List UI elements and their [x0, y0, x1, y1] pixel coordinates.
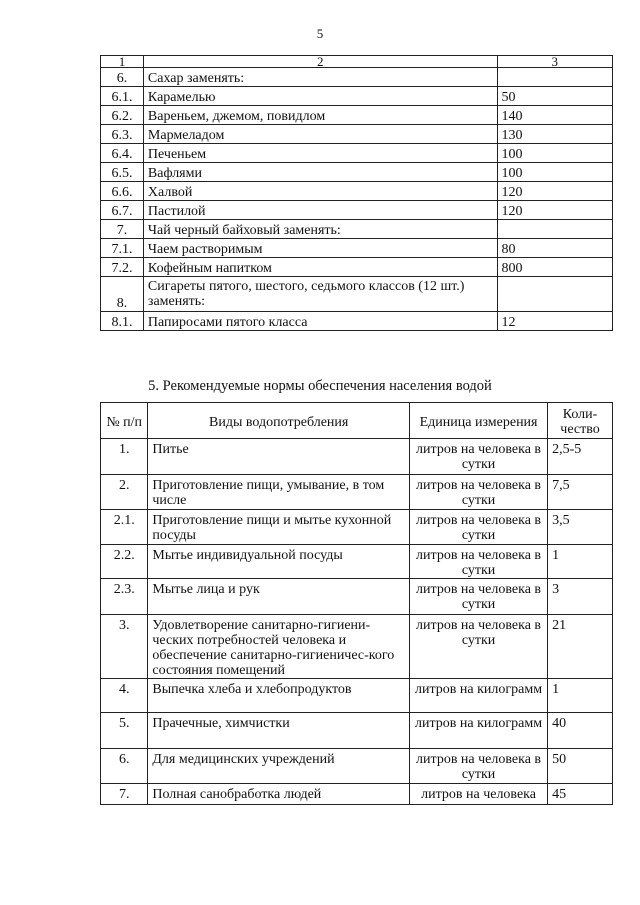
row-number: 6.5. — [101, 163, 144, 182]
row-quantity: 3 — [548, 579, 613, 615]
row-unit: литров на человека в сутки — [410, 439, 548, 475]
table-row — [101, 579, 613, 615]
row-value: 120 — [497, 182, 612, 201]
row-name: Пастилой — [143, 201, 497, 220]
page-number: 5 — [316, 26, 324, 41]
row-number: 2. — [101, 475, 148, 510]
table-row — [101, 439, 613, 475]
table-row — [101, 312, 613, 331]
row-number: 2.2. — [101, 545, 148, 579]
header-number: № п/п — [101, 403, 148, 439]
table-row — [101, 679, 613, 713]
row-value — [497, 68, 612, 87]
table-row — [101, 749, 613, 784]
row-value: 800 — [497, 258, 612, 277]
row-unit: литров на человека в сутки — [410, 749, 548, 784]
row-unit: литров на человека — [410, 784, 548, 805]
row-number: 7. — [101, 784, 148, 805]
row-number: 6.1. — [101, 87, 144, 106]
row-number: 6. — [101, 68, 144, 87]
row-unit: литров на человека в сутки — [410, 545, 548, 579]
table-row — [101, 201, 613, 220]
table-header-row — [101, 403, 613, 439]
row-quantity: 40 — [548, 713, 613, 749]
header-col-1: 1 — [101, 56, 144, 68]
row-name: Мармеладом — [143, 125, 497, 144]
water-norms-table — [100, 402, 613, 805]
row-number: 6.4. — [101, 144, 144, 163]
table-row — [101, 277, 613, 312]
row-name: Приготовление пищи и мытье кухонной посуды — [148, 510, 410, 545]
row-value: 80 — [497, 239, 612, 258]
header-name: Виды водопотребления — [148, 403, 410, 439]
row-name: Чай черный байховый заменять: — [143, 220, 497, 239]
row-number: 8. — [101, 277, 144, 312]
row-quantity: 3,5 — [548, 510, 613, 545]
table-row — [101, 163, 613, 182]
row-name: Карамелью — [143, 87, 497, 106]
row-name: Печеньем — [143, 144, 497, 163]
table-row — [101, 125, 613, 144]
row-number: 2.3. — [101, 579, 148, 615]
table-row — [101, 87, 613, 106]
table-row — [101, 784, 613, 805]
row-number: 7.2. — [101, 258, 144, 277]
row-number: 1. — [101, 439, 148, 475]
row-number: 5. — [101, 713, 148, 749]
header-col-3: 3 — [497, 56, 612, 68]
row-name: Выпечка хлеба и хлебопродуктов — [148, 679, 410, 713]
table-row — [101, 510, 613, 545]
table-row — [101, 258, 613, 277]
row-quantity: 50 — [548, 749, 613, 784]
row-unit: литров на человека в сутки — [410, 475, 548, 510]
row-value: 12 — [497, 312, 612, 331]
row-name: Вафлями — [143, 163, 497, 182]
row-number: 6.3. — [101, 125, 144, 144]
row-number: 2.1. — [101, 510, 148, 545]
table-row — [101, 182, 613, 201]
row-name: Удовлетворение санитарно-гигиени-ческих потребностей человека и обеспечение санитарно-гигиеничес-кого состояния помещений — [148, 615, 410, 679]
row-unit: литров на человека в сутки — [410, 510, 548, 545]
row-number: 6.7. — [101, 201, 144, 220]
header-col-2: 2 — [143, 56, 497, 68]
row-number: 8.1. — [101, 312, 144, 331]
table-row — [101, 106, 613, 125]
row-number: 6.2. — [101, 106, 144, 125]
table-row — [101, 545, 613, 579]
row-quantity: 1 — [548, 679, 613, 713]
section-title: 5. Рекомендуемые нормы обеспечения населения водой — [148, 378, 492, 394]
row-name: Сигареты пятого, шестого, седьмого классов (12 шт.) заменять: — [143, 277, 497, 312]
row-value: 140 — [497, 106, 612, 125]
table-row — [101, 615, 613, 679]
row-name: Мытье лица и рук — [148, 579, 410, 615]
row-quantity: 7,5 — [548, 475, 613, 510]
row-quantity: 1 — [548, 545, 613, 579]
row-name: Вареньем, джемом, повидлом — [143, 106, 497, 125]
table-row — [101, 713, 613, 749]
row-unit: литров на килограмм — [410, 713, 548, 749]
row-unit: литров на килограмм — [410, 679, 548, 713]
row-value — [497, 277, 612, 312]
row-name: Мытье индивидуальной посуды — [148, 545, 410, 579]
row-name: Питье — [148, 439, 410, 475]
row-number: 3. — [101, 615, 148, 679]
row-value: 130 — [497, 125, 612, 144]
row-name: Приготовление пищи, умывание, в том числе — [148, 475, 410, 510]
row-number: 7.1. — [101, 239, 144, 258]
row-name: Кофейным напитком — [143, 258, 497, 277]
header-quantity: Коли-чество — [548, 403, 613, 439]
row-value — [497, 220, 612, 239]
table-row — [101, 475, 613, 510]
row-quantity: 2,5-5 — [548, 439, 613, 475]
row-value: 100 — [497, 144, 612, 163]
row-name: Чаем растворимым — [143, 239, 497, 258]
table-row — [101, 68, 613, 87]
row-value: 100 — [497, 163, 612, 182]
row-number: 6. — [101, 749, 148, 784]
substitution-table — [100, 55, 613, 331]
row-number: 6.6. — [101, 182, 144, 201]
row-quantity: 21 — [548, 615, 613, 679]
row-number: 7. — [101, 220, 144, 239]
row-name: Прачечные, химчистки — [148, 713, 410, 749]
row-unit: литров на человека в сутки — [410, 615, 548, 679]
header-unit: Единица измерения — [410, 403, 548, 439]
row-name: Сахар заменять: — [143, 68, 497, 87]
row-unit: литров на человека в сутки — [410, 579, 548, 615]
row-quantity: 45 — [548, 784, 613, 805]
row-name: Халвой — [143, 182, 497, 201]
table-row — [101, 144, 613, 163]
row-value: 120 — [497, 201, 612, 220]
table-header-row — [101, 56, 613, 68]
row-name: Папиросами пятого класса — [143, 312, 497, 331]
table-row — [101, 239, 613, 258]
row-name: Полная санобработка людей — [148, 784, 410, 805]
row-value: 50 — [497, 87, 612, 106]
table-row — [101, 220, 613, 239]
row-name: Для медицинских учреждений — [148, 749, 410, 784]
row-number: 4. — [101, 679, 148, 713]
